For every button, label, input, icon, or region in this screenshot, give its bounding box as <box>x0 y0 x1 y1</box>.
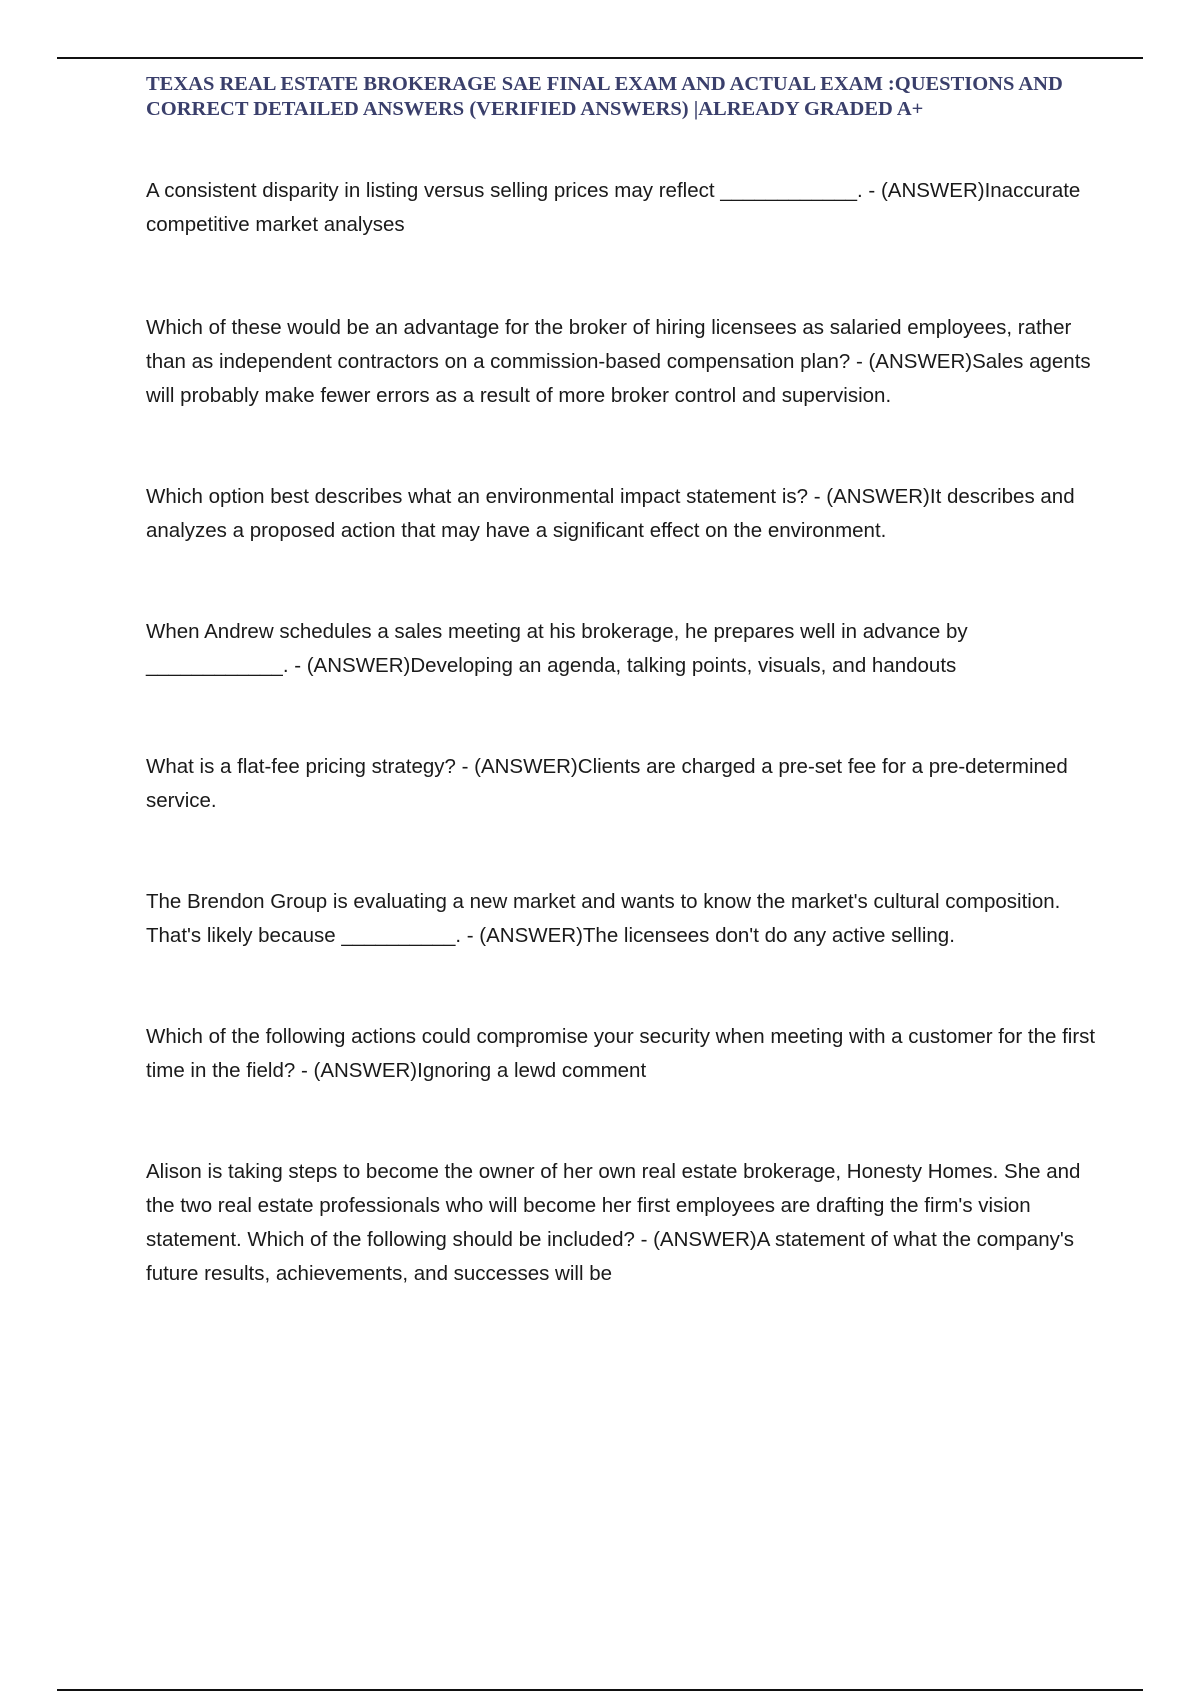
qa-item: Which of the following actions could compromise your security when meeting with a customer for the first time in the field? - (ANSWER)Ignoring a lewd comment <box>146 1025 1096 1082</box>
qa-item: Which option best describes what an environmental impact statement is? - (ANSWER)It describes and analyzes a proposed action that may have a significant effect on the environment. <box>146 485 1075 542</box>
document-title: TEXAS REAL ESTATE BROKERAGE SAE FINAL EXAM AND ACTUAL EXAM :QUESTIONS AND CORRECT DETAILED ANSWERS (VERIFIED ANSWERS) |ALREADY GRADED A+ <box>146 73 1063 120</box>
qa-item: A consistent disparity in listing versus selling prices may reflect ____________. - (ANSWER)Inaccurate competitive market analyses <box>146 179 1081 236</box>
qa-item: What is a flat-fee pricing strategy? - (ANSWER)Clients are charged a pre-set fee for a pre-determined service. <box>146 755 1068 812</box>
qa-item: Alison is taking steps to become the owner of her own real estate brokerage, Honesty Homes. She and the two real estate professionals who will become her first employees are drafting the firm's vision statement. Which of the following should be included? - (ANSWER)A statement of what the company's future results, achievements, and successes will be <box>146 1160 1081 1285</box>
qa-item: When Andrew schedules a sales meeting at his brokerage, he prepares well in advance by ____________. - (ANSWER)Developing an agenda, talking points, visuals, and handouts <box>146 620 968 677</box>
top-divider <box>57 57 1143 59</box>
qa-list <box>146 174 1106 1291</box>
qa-item: Which of these would be an advantage for the broker of hiring licensees as salaried employees, rather than as independent contractors on a commission-based compensation plan? - (ANSWER)Sales agents will probably make fewer errors as a result of more broker control and supervision. <box>146 316 1091 407</box>
bottom-divider <box>57 1689 1143 1691</box>
qa-item: The Brendon Group is evaluating a new market and wants to know the market's cultural composition. That's likely because __________. - (ANSWER)The licensees don't do any active selling. <box>146 890 1061 947</box>
